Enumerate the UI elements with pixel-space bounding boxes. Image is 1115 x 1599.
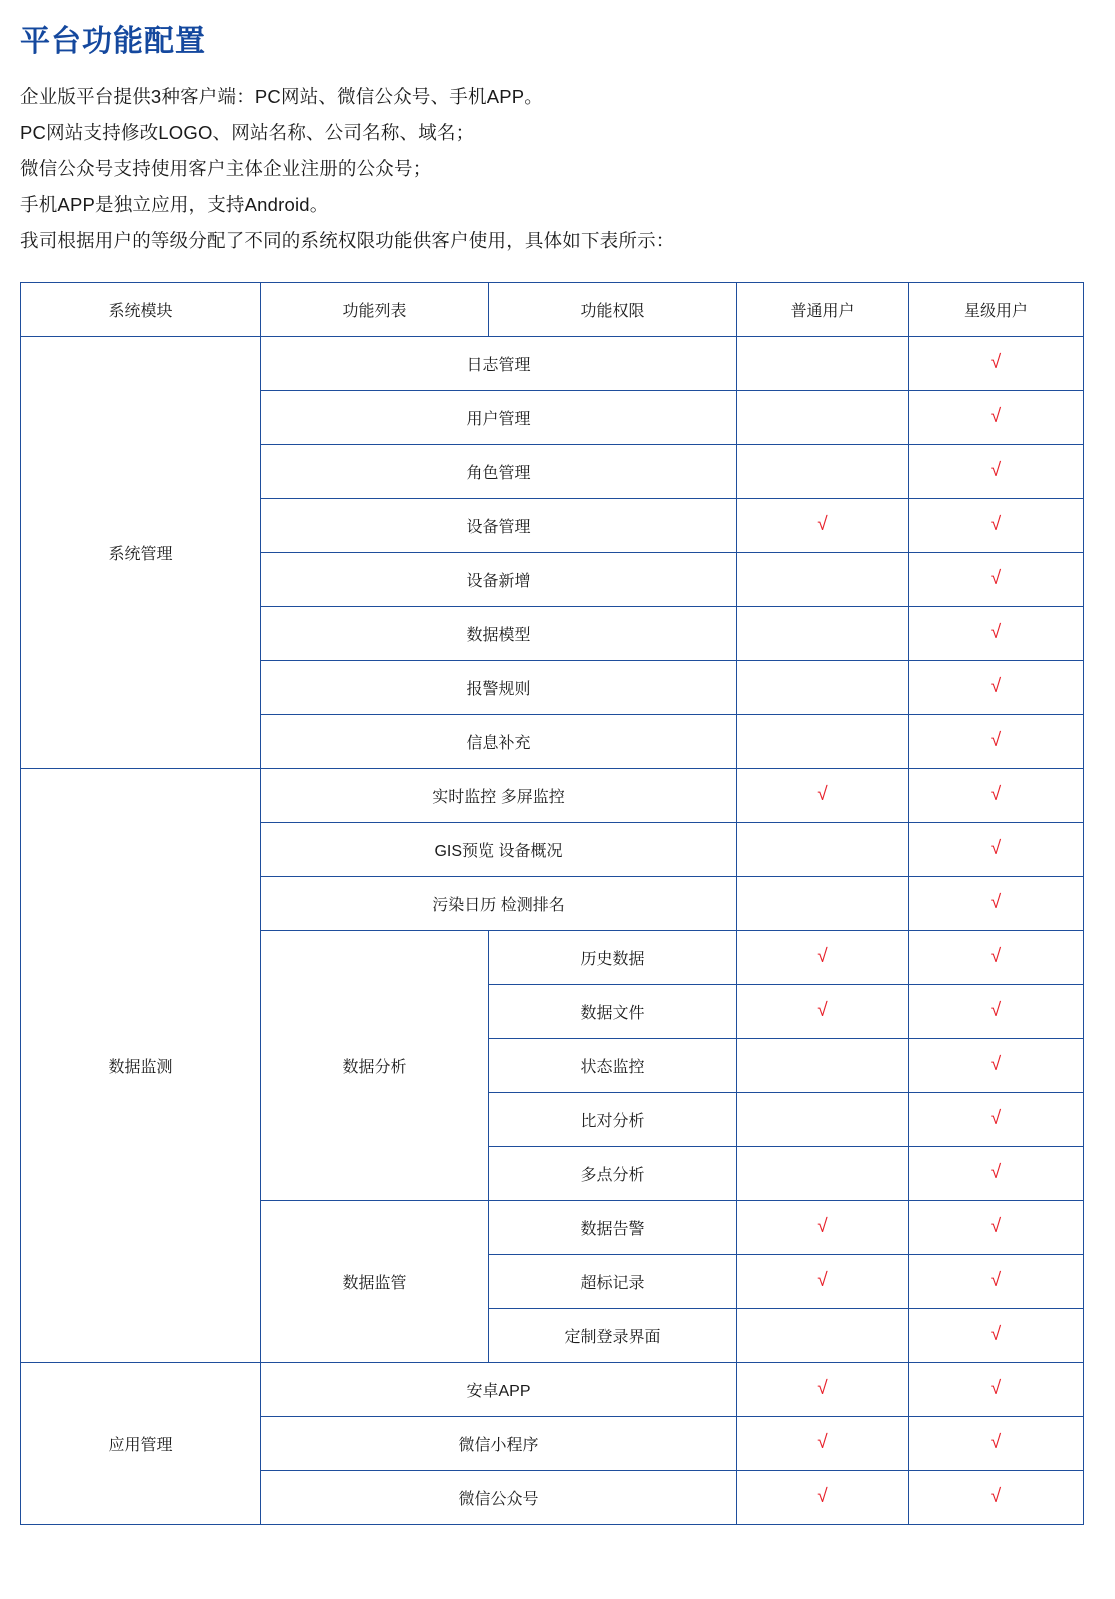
normal-user-cell (737, 444, 909, 498)
header-feature-list: 功能列表 (261, 282, 489, 336)
star-user-cell (909, 1038, 1084, 1092)
star-user-cell (909, 768, 1084, 822)
star-user-cell (909, 444, 1084, 498)
permission-cell: 历史数据 (489, 930, 737, 984)
normal-user-cell (737, 1038, 909, 1092)
normal-user-cell (737, 1092, 909, 1146)
intro-line-3: 微信公众号支持使用客户主体企业注册的公众号； (20, 157, 432, 179)
module-cell: 数据监测 (21, 768, 261, 1362)
feature-permission-table (20, 282, 1084, 1525)
check-icon: √ (990, 1432, 1002, 1454)
check-icon: √ (817, 1270, 828, 1292)
header-system-module: 系统模块 (21, 282, 261, 336)
check-icon: √ (990, 352, 1002, 374)
normal-user-cell (737, 930, 909, 984)
check-icon: √ (817, 784, 828, 806)
header-normal-user: 普通用户 (737, 282, 909, 336)
star-user-cell (909, 606, 1084, 660)
check-icon: √ (990, 1108, 1002, 1130)
normal-user-cell (737, 660, 909, 714)
module-cell: 系统管理 (21, 336, 261, 768)
star-user-cell (909, 1254, 1084, 1308)
normal-user-cell (737, 1200, 909, 1254)
check-icon: √ (990, 568, 1002, 590)
star-user-cell (909, 552, 1084, 606)
feature-cell: 微信公众号 (261, 1470, 737, 1524)
check-icon: √ (990, 1324, 1002, 1346)
normal-user-cell (737, 1146, 909, 1200)
check-icon: √ (990, 784, 1002, 806)
check-icon: √ (817, 1216, 828, 1238)
normal-user-cell (737, 984, 909, 1038)
permission-cell: 多点分析 (489, 1146, 737, 1200)
normal-user-cell (737, 498, 909, 552)
check-icon: √ (990, 1378, 1002, 1400)
check-icon: √ (990, 676, 1002, 698)
feature-cell: 用户管理 (261, 390, 737, 444)
check-icon: √ (990, 1054, 1002, 1076)
star-user-cell (909, 1362, 1084, 1416)
star-user-cell (909, 498, 1084, 552)
table-header (21, 282, 1084, 336)
check-icon: √ (990, 1486, 1002, 1508)
intro-line-4: 手机APP是独立应用，支持Android。 (20, 193, 329, 215)
normal-user-cell (737, 768, 909, 822)
intro-line-2: PC网站支持修改LOGO、网站名称、公司名称、域名； (20, 121, 475, 143)
intro-line-1: 企业版平台提供3种客户端：PC网站、微信公众号、手机APP。 (20, 86, 544, 107)
check-icon: √ (990, 946, 1002, 968)
check-icon: √ (990, 1162, 1002, 1184)
star-user-cell (909, 660, 1084, 714)
intro-line-5: 我司根据用户的等级分配了不同的系统权限功能供客户使用，具体如下表所示： (20, 229, 675, 251)
check-icon: √ (817, 946, 828, 968)
feature-cell: 数据监管 (261, 1200, 489, 1362)
normal-user-cell (737, 606, 909, 660)
check-icon: √ (817, 1486, 828, 1508)
check-icon: √ (817, 514, 828, 536)
check-icon: √ (990, 892, 1002, 914)
star-user-cell (909, 1092, 1084, 1146)
check-icon: √ (990, 730, 1002, 752)
star-user-cell (909, 1416, 1084, 1470)
star-user-cell (909, 822, 1084, 876)
table-row (21, 1362, 1084, 1416)
feature-cell: 信息补充 (261, 714, 737, 768)
check-icon: √ (817, 1000, 828, 1022)
header-feature-permission: 功能权限 (489, 282, 737, 336)
normal-user-cell (737, 1416, 909, 1470)
star-user-cell (909, 1470, 1084, 1524)
normal-user-cell (737, 822, 909, 876)
table-row (21, 768, 1084, 822)
feature-cell: 实时监控 多屏监控 (261, 768, 737, 822)
header-star-user: 星级用户 (909, 282, 1084, 336)
table-header-row (21, 282, 1084, 336)
star-user-cell (909, 1308, 1084, 1362)
normal-user-cell (737, 390, 909, 444)
check-icon: √ (990, 514, 1002, 536)
table-body (21, 336, 1084, 1524)
feature-cell: 污染日历 检测排名 (261, 876, 737, 930)
star-user-cell (909, 1146, 1084, 1200)
check-icon: √ (990, 1216, 1002, 1238)
permission-cell: 数据文件 (489, 984, 737, 1038)
permission-cell: 比对分析 (489, 1092, 737, 1146)
check-icon: √ (990, 1000, 1002, 1022)
star-user-cell (909, 876, 1084, 930)
normal-user-cell (737, 1254, 909, 1308)
feature-cell: 日志管理 (261, 336, 737, 390)
normal-user-cell (737, 1308, 909, 1362)
permission-cell: 超标记录 (489, 1254, 737, 1308)
check-icon: √ (817, 1378, 828, 1400)
feature-cell: 数据模型 (261, 606, 737, 660)
permission-cell: 定制登录界面 (489, 1308, 737, 1362)
normal-user-cell (737, 336, 909, 390)
check-icon: √ (990, 838, 1002, 860)
star-user-cell (909, 390, 1084, 444)
star-user-cell (909, 930, 1084, 984)
feature-cell: 角色管理 (261, 444, 737, 498)
star-user-cell (909, 1200, 1084, 1254)
permission-cell: 数据告警 (489, 1200, 737, 1254)
normal-user-cell (737, 552, 909, 606)
module-cell: 应用管理 (21, 1362, 261, 1524)
feature-cell: 报警规则 (261, 660, 737, 714)
feature-cell: 安卓APP (261, 1362, 737, 1416)
normal-user-cell (737, 876, 909, 930)
star-user-cell (909, 984, 1084, 1038)
intro-paragraphs (20, 82, 1095, 256)
star-user-cell (909, 336, 1084, 390)
permission-cell: 状态监控 (489, 1038, 737, 1092)
check-icon: √ (990, 406, 1002, 428)
normal-user-cell (737, 1470, 909, 1524)
normal-user-cell (737, 1362, 909, 1416)
normal-user-cell (737, 714, 909, 768)
check-icon: √ (990, 622, 1002, 644)
feature-cell: 微信小程序 (261, 1416, 737, 1470)
table-row (21, 336, 1084, 390)
feature-cell: 设备管理 (261, 498, 737, 552)
star-user-cell (909, 714, 1084, 768)
feature-cell: 设备新增 (261, 552, 737, 606)
check-icon: √ (990, 1270, 1002, 1292)
feature-cell: 数据分析 (261, 930, 489, 1200)
check-icon: √ (990, 460, 1002, 482)
feature-cell: GIS预览 设备概况 (261, 822, 737, 876)
page-title: 平台功能配置 (20, 25, 206, 58)
check-icon: √ (817, 1432, 828, 1454)
